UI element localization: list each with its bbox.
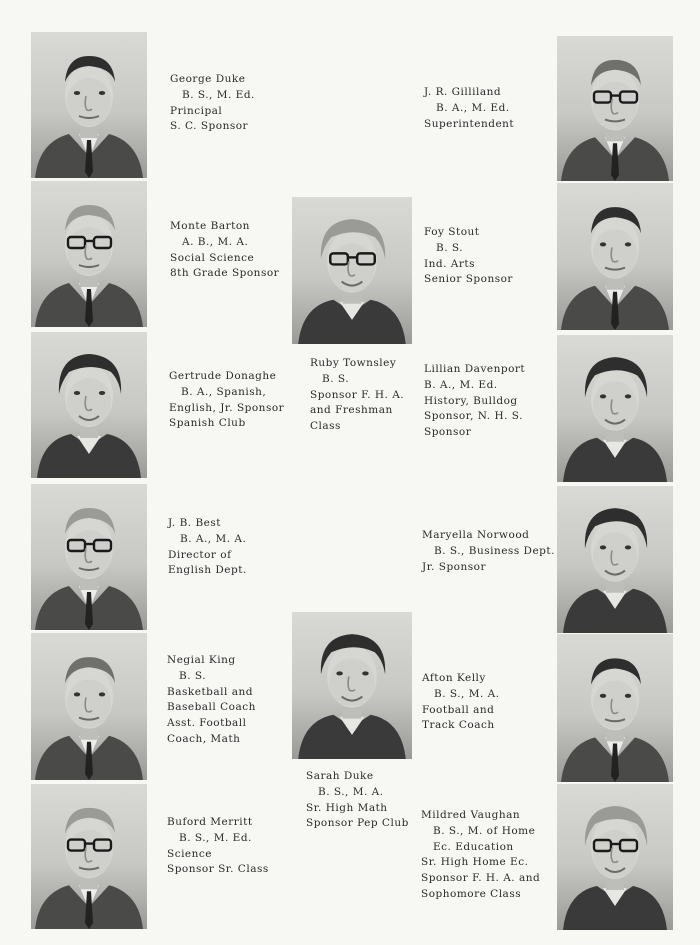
- faculty-caption: [306, 769, 409, 832]
- faculty-detail-line: B. S., M. Ed.: [182, 88, 255, 101]
- faculty-name: Sarah Duke: [306, 770, 374, 782]
- faculty-caption: [421, 808, 540, 903]
- faculty-detail-line: Director of: [168, 548, 232, 561]
- faculty-detail-line: S. C. Sponsor: [170, 120, 249, 133]
- faculty-detail-line: Ec. Education: [433, 840, 514, 853]
- faculty-detail-line: Sr. High Math: [306, 801, 388, 814]
- faculty-photo: [557, 486, 673, 633]
- faculty-photo: [31, 633, 147, 780]
- faculty-detail-line: Principal: [170, 104, 223, 117]
- faculty-detail-line: B. S.: [322, 372, 350, 385]
- faculty-photo: [31, 784, 147, 929]
- faculty-detail-line: English Dept.: [168, 564, 247, 577]
- faculty-detail-line: Jr. Sponsor: [422, 560, 486, 573]
- faculty-name: George Duke: [170, 73, 246, 85]
- faculty-name: Negial King: [167, 654, 236, 666]
- faculty-photo: [557, 784, 673, 930]
- faculty-detail-line: B. S., M. Ed.: [179, 831, 252, 844]
- faculty-detail-line: Sponsor Sr. Class: [167, 863, 269, 876]
- faculty-caption: [310, 356, 404, 435]
- faculty-detail-line: B. A., Spanish,: [181, 385, 267, 398]
- faculty-detail-line: Superintendent: [424, 117, 515, 130]
- faculty-name: Foy Stout: [424, 226, 480, 238]
- faculty-detail-line: B. S., M. A.: [318, 785, 384, 798]
- faculty-photo: [31, 32, 147, 178]
- faculty-name: Afton Kelly: [422, 672, 486, 684]
- faculty-detail-line: Senior Sponsor: [424, 273, 513, 286]
- faculty-detail-line: B. S., Business Dept.: [434, 544, 555, 557]
- faculty-photo: [557, 335, 673, 482]
- faculty-name: Mildred Vaughan: [421, 809, 521, 821]
- faculty-photo: [31, 484, 147, 630]
- faculty-detail-line: Sponsor F. H. A. and: [421, 872, 541, 885]
- faculty-detail-line: Basketball and: [167, 685, 253, 698]
- faculty-detail-line: English, Jr. Sponsor: [169, 401, 285, 414]
- faculty-detail-line: Sponsor F. H. A.: [310, 388, 405, 401]
- faculty-caption: [424, 225, 513, 288]
- faculty-caption: [167, 815, 269, 878]
- faculty-detail-line: B. S.: [436, 241, 464, 254]
- faculty-caption: [422, 671, 500, 734]
- faculty-name: J. R. Gilliland: [424, 86, 502, 98]
- faculty-detail-line: Social Science: [170, 251, 255, 264]
- faculty-name: Buford Merritt: [167, 816, 253, 828]
- faculty-detail-line: B. A., M. A.: [180, 532, 247, 545]
- faculty-detail-line: Sr. High Home Ec.: [421, 856, 529, 869]
- faculty-photo: [292, 612, 412, 759]
- faculty-caption: [170, 219, 279, 282]
- faculty-caption: [170, 72, 255, 135]
- faculty-name: J. B. Best: [168, 517, 221, 529]
- faculty-detail-line: and Freshman: [310, 404, 393, 417]
- faculty-detail-line: Asst. Football: [167, 717, 247, 730]
- faculty-detail-line: B. A., M. Ed.: [436, 101, 510, 114]
- faculty-photo: [557, 183, 673, 330]
- faculty-detail-line: 8th Grade Sponsor: [170, 267, 280, 280]
- faculty-detail-line: Ind. Arts: [424, 257, 476, 270]
- faculty-detail-line: Sponsor, N. H. S.: [424, 410, 523, 423]
- faculty-name: Ruby Townsley: [310, 357, 397, 369]
- faculty-name: Monte Barton: [170, 220, 250, 232]
- faculty-caption: [169, 369, 284, 432]
- faculty-caption: [168, 516, 247, 579]
- faculty-detail-line: Sophomore Class: [421, 887, 522, 900]
- faculty-photo: [292, 197, 412, 344]
- faculty-detail-line: Track Coach: [422, 719, 495, 732]
- faculty-detail-line: Spanish Club: [169, 417, 246, 430]
- faculty-detail-line: B. S., M. of Home: [433, 824, 536, 837]
- faculty-photo: [31, 332, 147, 478]
- faculty-name: Gertrude Donaghe: [169, 370, 277, 382]
- faculty-detail-line: B. S., M. A.: [434, 687, 500, 700]
- faculty-caption: [424, 362, 525, 441]
- faculty-detail-line: Baseball Coach: [167, 701, 256, 714]
- faculty-photo: [557, 634, 673, 782]
- faculty-detail-line: A. B., M. A.: [182, 235, 249, 248]
- faculty-caption: [422, 528, 555, 575]
- faculty-detail-line: History, Bulldog: [424, 394, 518, 407]
- faculty-detail-line: B. S.: [179, 669, 207, 682]
- faculty-detail-line: B. A., M. Ed.: [424, 378, 498, 391]
- faculty-detail-line: Class: [310, 420, 341, 433]
- faculty-caption: [424, 85, 514, 132]
- faculty-caption: [167, 653, 256, 748]
- faculty-detail-line: Sponsor: [424, 426, 472, 439]
- faculty-detail-line: Coach, Math: [167, 732, 241, 745]
- faculty-detail-line: Sponsor Pep Club: [306, 817, 409, 830]
- faculty-name: Maryella Norwood: [422, 529, 530, 541]
- faculty-detail-line: Science: [167, 847, 213, 860]
- faculty-name: Lillian Davenport: [424, 363, 526, 375]
- faculty-photo: [557, 36, 673, 181]
- faculty-photo: [31, 181, 147, 327]
- faculty-detail-line: Football and: [422, 703, 495, 716]
